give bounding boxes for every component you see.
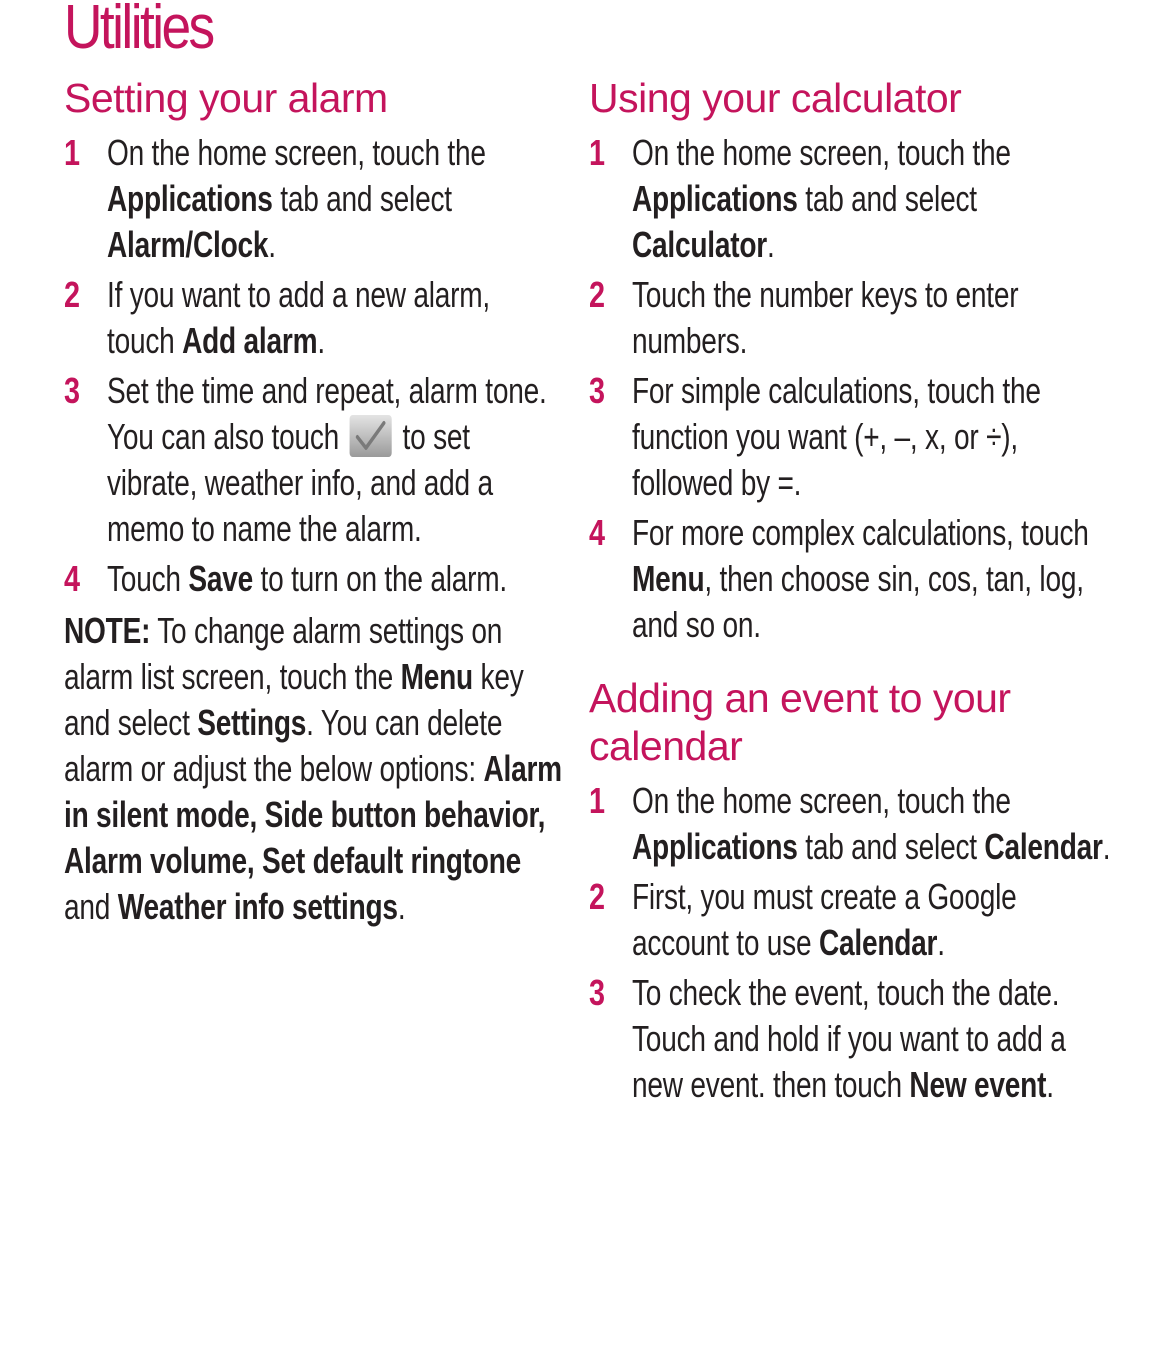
step-number: 3 xyxy=(589,972,606,1013)
step-number: 2 xyxy=(589,876,606,917)
page-title: Utilities xyxy=(64,0,213,62)
step-text-part: , then choose sin, cos, tan, log, and so on. xyxy=(632,558,1084,645)
note-text-part: . You can delete alarm or adjust the below options: xyxy=(64,702,503,789)
step-number: 2 xyxy=(64,274,81,315)
step-text-part: . xyxy=(317,320,325,361)
alarm-heading: Setting your alarm xyxy=(64,75,388,121)
step-text-part: . xyxy=(1102,826,1111,867)
step-text-part: To check the event, touch the date. Touch and hold if you want to add a new event. then touch xyxy=(632,972,1066,1105)
step-text-part: . xyxy=(766,224,775,265)
alarm-step-2 xyxy=(64,272,564,364)
step-text-bold: Save xyxy=(188,558,253,599)
note-text-part: key and select xyxy=(64,656,524,743)
step-number: 1 xyxy=(589,780,606,821)
step-number: 3 xyxy=(64,370,81,411)
step-text-part: tab and select xyxy=(797,178,977,219)
step-text: Touch the number keys to enter numbers. xyxy=(632,274,1019,361)
checkmark-icon xyxy=(350,415,392,457)
note-text-bold: Weather info settings xyxy=(117,886,398,927)
step-text-part: . xyxy=(937,922,945,963)
step-text-bold: Applications xyxy=(632,178,798,219)
right-column xyxy=(589,74,1119,1112)
step-text-bold: Calendar xyxy=(818,922,938,963)
step-text xyxy=(632,130,1118,268)
note-text xyxy=(64,608,563,930)
step-text-part: Set the time and repeat, alarm tone. You can also touch xyxy=(107,370,547,457)
calculator-step-2 xyxy=(589,272,1119,364)
step-number: 4 xyxy=(589,512,606,553)
step-text xyxy=(632,970,1118,1108)
calculator-heading: Using your calculator xyxy=(589,75,962,121)
step-text-bold: Calendar xyxy=(984,826,1103,867)
step-text xyxy=(107,368,563,552)
step-text-bold: Menu xyxy=(632,558,705,599)
step-text-part: tab and select xyxy=(797,826,985,867)
step-text-part: . xyxy=(268,224,276,265)
calculator-step-1 xyxy=(589,130,1119,268)
note-paragraph xyxy=(64,608,564,930)
alarm-step-3 xyxy=(64,368,564,552)
step-text xyxy=(632,778,1118,870)
calculator-steps xyxy=(589,130,1119,648)
step-text-bold: Alarm/Clock xyxy=(107,224,269,265)
alarm-step-1 xyxy=(64,130,564,268)
calculator-step-4 xyxy=(589,510,1119,648)
step-number: 3 xyxy=(589,370,606,411)
step-text xyxy=(632,510,1118,648)
calendar-heading: Adding an event to your calendar xyxy=(589,675,1011,769)
left-column xyxy=(64,74,564,930)
calendar-step-2 xyxy=(589,874,1119,966)
section-spacer xyxy=(589,652,1119,674)
calendar-step-1 xyxy=(589,778,1119,870)
step-number: 1 xyxy=(589,132,606,173)
alarm-step-4 xyxy=(64,556,564,602)
step-text-part: tab and select xyxy=(272,178,452,219)
note-text-part: . xyxy=(397,886,406,927)
note-text-part: To change alarm settings on alarm list screen, touch the xyxy=(64,610,503,697)
note-text-bold: Settings xyxy=(197,702,307,743)
step-number: 4 xyxy=(64,558,81,599)
step-text-part: On the home screen, touch the xyxy=(107,132,486,173)
step-text-part: to turn on the alarm. xyxy=(252,558,507,599)
step-text-bold: Add alarm xyxy=(182,320,318,361)
step-text xyxy=(107,130,563,268)
step-text-bold: New event xyxy=(909,1064,1047,1105)
step-text xyxy=(632,874,1118,966)
note-text-part: and xyxy=(64,886,118,927)
step-text-bold: Applications xyxy=(632,826,798,867)
step-text-part: If you want to add a new alarm, touch xyxy=(107,274,490,361)
step-text-part: On the home screen, touch the xyxy=(632,132,1011,173)
calendar-steps xyxy=(589,778,1119,1108)
step-text-part: First, you must create a Google account to use xyxy=(632,876,1017,963)
step-text: For simple calculations, touch the function you want (+, –, x, or ÷), followed by =. xyxy=(632,370,1041,503)
step-text xyxy=(107,272,563,364)
step-text-part: to set vibrate, weather info, and add a memo to name the alarm. xyxy=(107,416,493,549)
note-text-bold: Menu xyxy=(400,656,473,697)
calendar-step-3 xyxy=(589,970,1119,1108)
note-text-bold: Alarm in silent mode, Side button behavior, Alarm volume, Set default ringtone xyxy=(64,748,562,881)
step-number: 2 xyxy=(589,274,606,315)
step-text-part: Touch xyxy=(107,558,189,599)
step-text-bold: Applications xyxy=(107,178,273,219)
calculator-step-3 xyxy=(589,368,1119,506)
step-text-bold: Calculator xyxy=(632,224,767,265)
note-label: NOTE: xyxy=(64,610,151,651)
step-text-part: For more complex calculations, touch xyxy=(632,512,1089,553)
step-text xyxy=(107,556,563,602)
step-number: 1 xyxy=(64,132,81,173)
alarm-steps xyxy=(64,130,564,602)
step-text-part: On the home screen, touch the xyxy=(632,780,1011,821)
step-text-part: . xyxy=(1046,1064,1054,1105)
